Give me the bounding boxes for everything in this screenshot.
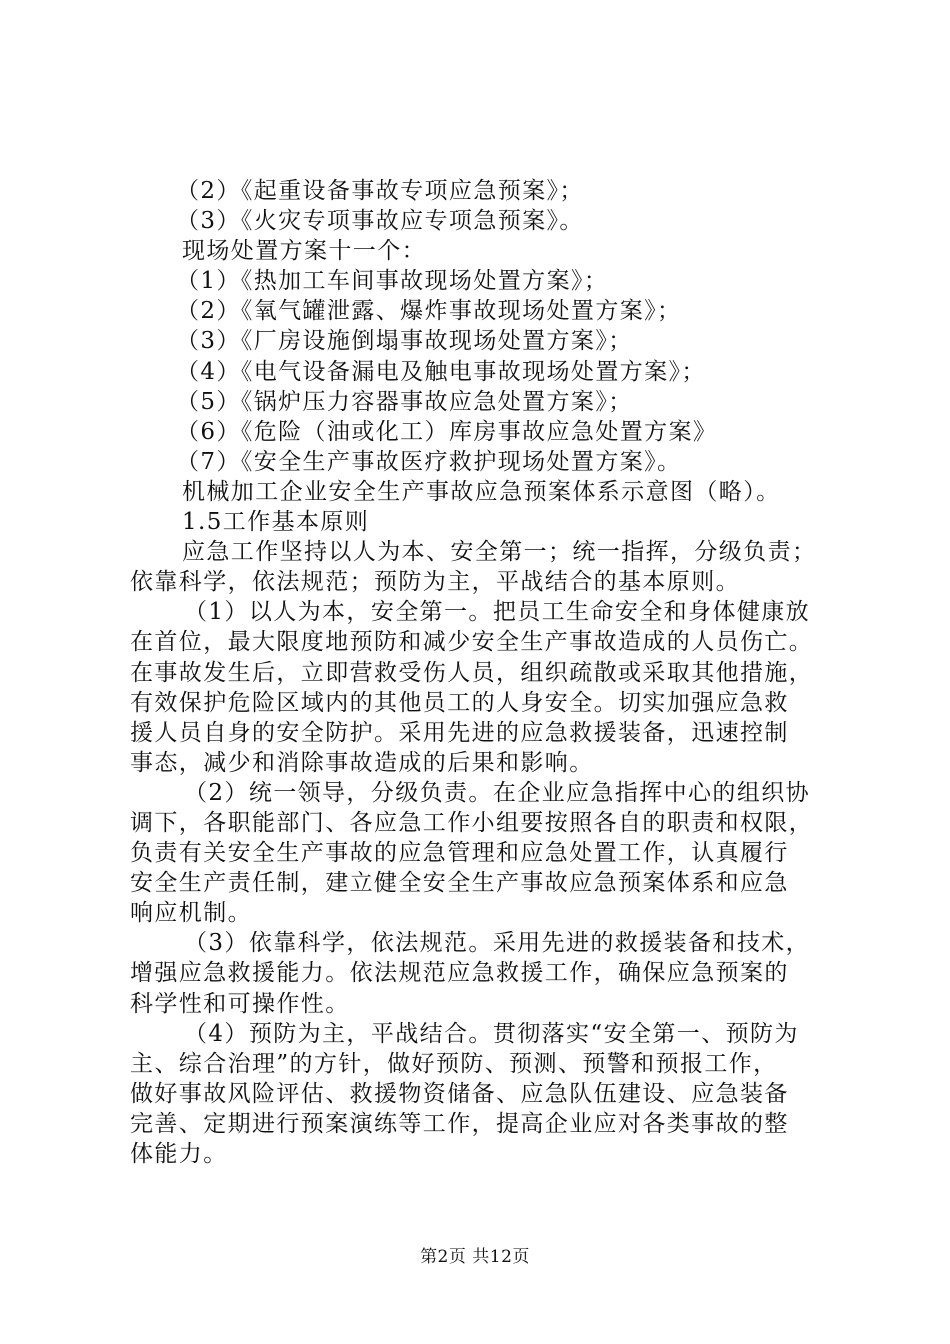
- principle-1-line: （1）以人为本，安全第一。把员工生命安全和身体健康放: [184, 599, 811, 626]
- principle-2-line: 调下，各职能部门、各应急工作小组要按照各自的职责和权限，: [130, 809, 814, 836]
- page-number-footer: 第2页 共12页: [420, 1247, 530, 1267]
- principle-intro-line: 应急工作坚持以人为本、安全第一；统一指挥，分级负责；: [182, 539, 817, 566]
- list-item: （2）《氧气罐泄露、爆炸事故现场处置方案》；: [176, 298, 682, 325]
- principle-4-line: 做好事故风险评估、救援物资储备、应急队伍建设、应急装备: [130, 1080, 789, 1107]
- principle-4-line: 主、综合治理”的方针，做好预防、预测、预警和预报工作，: [130, 1050, 778, 1077]
- document-body: [130, 176, 830, 1169]
- onsite-plans-heading: 现场处置方案十一个：: [182, 238, 426, 265]
- list-item: （2）《起重设备事故专项应急预案》；: [176, 178, 584, 204]
- principle-2-line: （2）统一领导，分级负责。在企业应急指挥中心的组织协: [184, 779, 811, 806]
- principle-2-line: 响应机制。: [130, 900, 252, 927]
- principle-2-line: 负责有关安全生产事故的应急管理和应急处置工作，认真履行: [130, 840, 789, 867]
- principle-3-line: 科学性和可操作性。: [130, 990, 350, 1017]
- principle-3-line: 增强应急救援能力。依法规范应急救援工作，确保应急预案的: [130, 960, 789, 987]
- principle-1-line: 在事故发生后，立即营救受伤人员，组织疏散或采取其他措施，: [130, 659, 814, 686]
- section-title: 1.5工作基本原则: [182, 509, 370, 536]
- principle-4-line: 体能力。: [130, 1141, 228, 1167]
- principle-4-line: 完善、定期进行预案演练等工作，提高企业应对各类事故的整: [130, 1110, 789, 1137]
- diagram-note: 机械加工企业安全生产事故应急预案体系示意图（略）。: [182, 478, 781, 505]
- principle-2-line: 安全生产责任制，建立健全安全生产事故应急预案体系和应急: [130, 870, 789, 897]
- list-item: （5）《锅炉压力容器事故应急处置方案》；: [176, 388, 633, 415]
- list-item: （7）《安全生产事故医疗救护现场处置方案》。: [176, 448, 682, 475]
- principle-3-line: （3）依靠科学，依法规范。采用先进的救援装备和技术，: [184, 930, 811, 957]
- principle-1-line: 事态，减少和消除事故造成的后果和影响。: [130, 749, 594, 776]
- principle-4-line: （4）预防为主，平战结合。贯彻落实“安全第一、预防为: [184, 1020, 799, 1047]
- list-item: （3）《火灾专项事故应专项急预案》。: [176, 208, 584, 235]
- list-item: （3）《厂房设施倒塌事故现场处置方案》；: [176, 328, 633, 355]
- principle-1-line: 在首位，最大限度地预防和减少安全生产事故造成的人员伤亡。: [130, 629, 814, 656]
- principle-1-line: 援人员自身的安全防护。采用先进的应急救援装备，迅速控制: [130, 719, 789, 746]
- principle-intro-line: 依靠科学，依法规范；预防为主，平战结合的基本原则。: [130, 569, 740, 596]
- list-item: （1）《热加工车间事故现场处置方案》；: [176, 268, 609, 295]
- list-item: （6）《危险（油或化工）库房事故应急处置方案》: [176, 418, 718, 445]
- principle-1-line: 有效保护危险区域内的其他员工的人身安全。切实加强应急救: [130, 689, 789, 716]
- list-item: （4）《电气设备漏电及触电事故现场处置方案》；: [176, 358, 706, 385]
